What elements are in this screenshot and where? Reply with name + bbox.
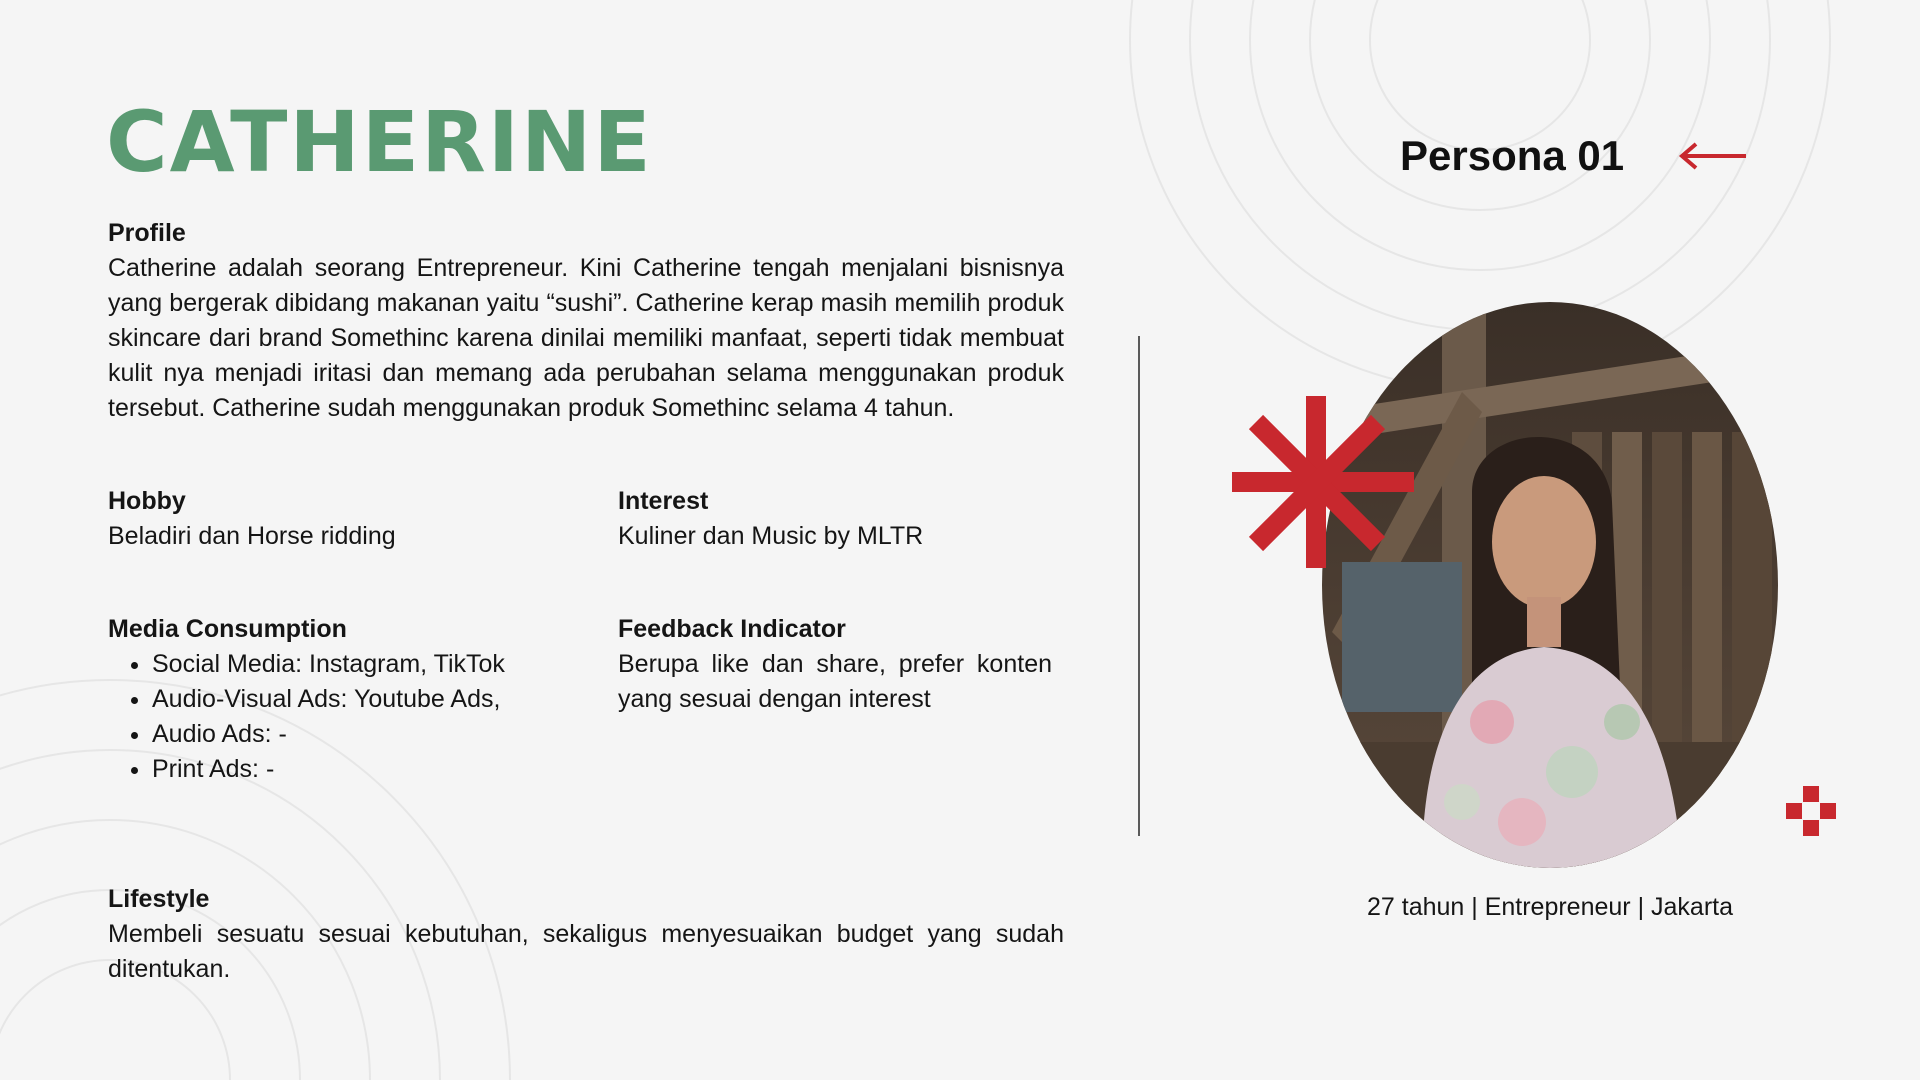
media-heading: Media Consumption [108, 615, 347, 643]
media-item: • Print Ads: - [152, 752, 588, 787]
media-item: • Audio Ads: - [152, 717, 588, 752]
feedback-section [618, 612, 1052, 717]
profile-heading: Profile [108, 219, 186, 247]
hobby-section [108, 484, 588, 554]
persona-photo [1322, 302, 1778, 868]
persona-tag: Persona 01 [1400, 132, 1625, 179]
lifestyle-text: Membeli sesuatu sesuai kebutuhan, sekaligus menyesuaikan budget yang sudah ditentukan. [108, 920, 1064, 983]
media-item: • Audio-Visual Ads: Youtube Ads, [152, 682, 588, 717]
media-list [108, 647, 588, 787]
hobby-heading: Hobby [108, 487, 186, 515]
interest-heading: Interest [618, 487, 709, 515]
feedback-text: Berupa like dan share, prefer konten yang sesuai dengan interest [618, 650, 1052, 713]
profile-section [108, 216, 1064, 426]
cross-icon [1786, 786, 1836, 836]
media-section [108, 612, 588, 787]
lifestyle-heading: Lifestyle [108, 885, 210, 913]
interest-text: Kuliner dan Music by MLTR [618, 522, 924, 550]
profile-text: Catherine adalah seorang Entrepreneur. Kini Catherine tengah menjalani bisnisnya yang bergerak dibidang makanan yaitu “sushi”. Catherine kerap masih memilih produk skincare dari brand Somethinc karena dinilai memiliki manfaat, seperti tidak membuat kulit nya menjadi iritasi dan memang ada perubahan selama menggunakan produk tersebut. Catherine sudah menggunakan produk Somethinc selama 4 tahun. [108, 254, 1064, 422]
feedback-heading: Feedback Indicator [618, 615, 846, 643]
arrow-left-icon [1676, 140, 1748, 172]
lifestyle-section [108, 882, 1064, 987]
persona-name: CATHERINE [106, 93, 653, 191]
vertical-divider [1138, 336, 1140, 836]
persona-caption: 27 tahun | Entrepreneur | Jakarta [1367, 893, 1733, 921]
asterisk-icon [1230, 392, 1416, 578]
interest-section [618, 484, 1064, 554]
hobby-text: Beladiri dan Horse ridding [108, 522, 396, 550]
media-item: • Social Media: Instagram, TikTok [152, 647, 588, 682]
